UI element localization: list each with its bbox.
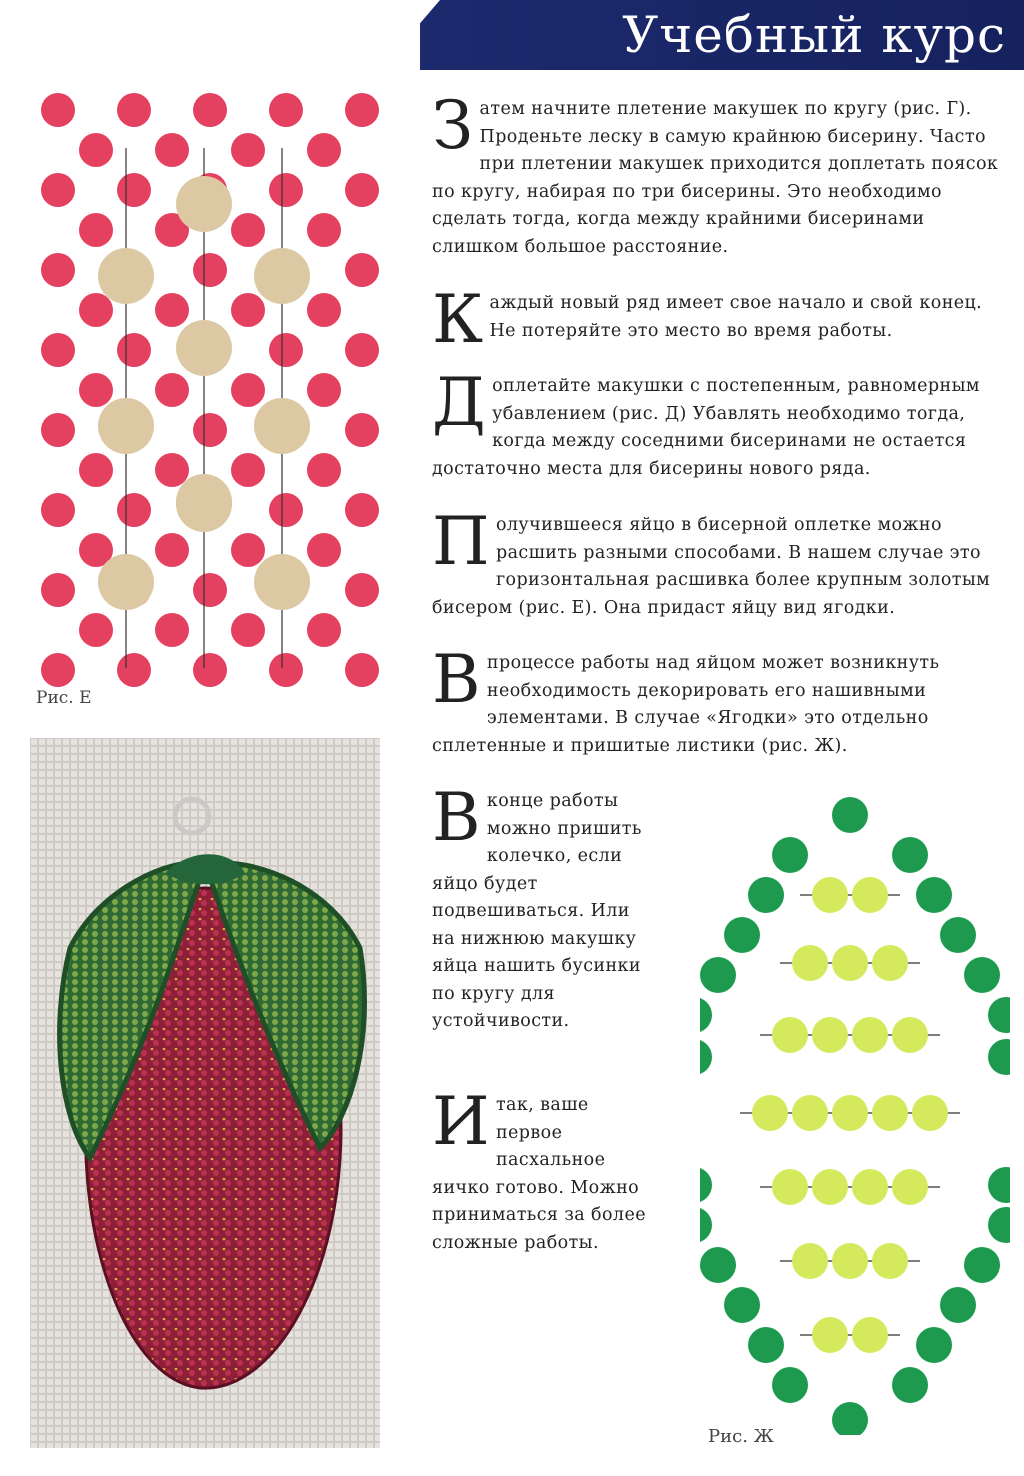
green-bead [964, 1247, 1000, 1283]
green-bead [748, 877, 784, 913]
strawberry-egg-illustration [30, 738, 380, 1448]
paragraph-6 [432, 779, 647, 1036]
drop-cap: Д [432, 364, 487, 441]
lime-bead [812, 1169, 848, 1205]
lime-bead [772, 1017, 808, 1053]
pink-bead [79, 373, 113, 407]
pink-bead [155, 453, 189, 487]
green-bead [700, 1207, 712, 1243]
green-bead [748, 1327, 784, 1363]
paragraph-2 [432, 281, 1002, 358]
pink-bead [193, 93, 227, 127]
pink-bead [345, 493, 379, 527]
pink-bead [307, 533, 341, 567]
pink-bead [193, 413, 227, 447]
pink-bead [117, 493, 151, 527]
pink-bead [41, 173, 75, 207]
drop-cap: П [432, 503, 490, 580]
pink-bead [79, 213, 113, 247]
paragraph-text: процессе работы над яйцом может возникнуть необходимость декорировать его нашивными элементами. В случае «Ягодки» это отдельно сплетенные и пришитые листики (рис. Ж). [432, 653, 940, 756]
pink-bead [41, 253, 75, 287]
pink-bead [231, 373, 265, 407]
drop-cap: В [432, 641, 481, 718]
figure-e-bead-pattern [28, 88, 380, 698]
lime-bead [752, 1095, 788, 1131]
green-bead [700, 997, 712, 1033]
pink-bead [345, 333, 379, 367]
strawberry-egg-photo [30, 738, 380, 1448]
lime-bead [852, 1017, 888, 1053]
paragraph-4 [432, 503, 1002, 622]
lime-bead [892, 1017, 928, 1053]
gold-bead [176, 320, 232, 376]
lime-bead [832, 1243, 868, 1279]
pink-bead [79, 453, 113, 487]
pink-bead [345, 93, 379, 127]
gold-bead [176, 176, 232, 232]
pink-bead [79, 613, 113, 647]
lime-bead [812, 1317, 848, 1353]
lime-bead [792, 1243, 828, 1279]
green-bead [700, 1167, 712, 1203]
green-bead [988, 1207, 1010, 1243]
pink-bead [41, 413, 75, 447]
pink-bead [41, 333, 75, 367]
paragraph-text: атем начните плетение макушек по кругу (рис. Г). Проденьте леску в самую крайнюю бисерину. Часто при плетении макушек приходится доплетать поясок по кругу, набирая по три бисерины. Это необходимо сделать тогда, когда между крайними бисеринами слишком большое расстояние. [432, 99, 999, 257]
pink-bead [41, 573, 75, 607]
pink-bead [345, 413, 379, 447]
paragraph-text: олучившееся яйцо в бисерной оплетке можно расшить разными способами. В нашем случае это горизонтальная расшивка более крупным золотым бисером (рис. Е). Она придаст яйцу вид ягодки. [432, 515, 991, 618]
pink-bead [307, 453, 341, 487]
gold-bead [254, 554, 310, 610]
green-bead [988, 1167, 1010, 1203]
green-bead [988, 1039, 1010, 1075]
gold-bead [98, 398, 154, 454]
green-bead [700, 1247, 736, 1283]
lime-bead [872, 1095, 908, 1131]
pink-bead [79, 293, 113, 327]
pink-bead [307, 293, 341, 327]
bead-diagram-zh [700, 795, 1010, 1435]
pink-bead [193, 653, 227, 687]
green-bead [916, 877, 952, 913]
pink-bead [231, 533, 265, 567]
paragraph-1 [432, 87, 1002, 261]
pink-bead [269, 93, 303, 127]
figure-e-caption: Рис. Е [36, 688, 92, 708]
lime-bead [832, 945, 868, 981]
drop-cap: В [432, 779, 481, 856]
figure-zh-leaf-pattern [700, 795, 1010, 1435]
lime-bead [812, 1017, 848, 1053]
pink-bead [193, 573, 227, 607]
pink-bead [155, 373, 189, 407]
pink-bead [117, 173, 151, 207]
pink-bead [345, 573, 379, 607]
lime-bead [852, 1169, 888, 1205]
lime-bead [912, 1095, 948, 1131]
pink-bead [307, 373, 341, 407]
drop-cap: З [432, 87, 474, 164]
gold-bead [98, 554, 154, 610]
paragraph-text: аждый новый ряд имеет свое начало и свой конец. Не потеряйте это место во время работы. [489, 293, 983, 341]
green-bead [700, 1039, 712, 1075]
green-bead [964, 957, 1000, 993]
pink-bead [41, 493, 75, 527]
pink-bead [231, 293, 265, 327]
lime-bead [792, 945, 828, 981]
lime-bead [872, 945, 908, 981]
green-bead [892, 1367, 928, 1403]
green-bead [988, 997, 1010, 1033]
paragraph-3 [432, 364, 1002, 483]
paragraph-7 [432, 1083, 647, 1257]
pink-bead [345, 253, 379, 287]
pink-bead [41, 93, 75, 127]
green-bead [724, 917, 760, 953]
paragraph-5 [432, 641, 1002, 760]
paragraph-text: так, ваше первое пасхальное яичко готово. Можно приниматься за более сложные работы. [432, 1095, 646, 1253]
pink-bead [117, 653, 151, 687]
pink-bead [231, 133, 265, 167]
pink-bead [307, 133, 341, 167]
gold-bead [98, 248, 154, 304]
pink-bead [231, 613, 265, 647]
pink-bead [155, 293, 189, 327]
lime-bead [852, 1317, 888, 1353]
pink-bead [345, 653, 379, 687]
pink-bead [155, 533, 189, 567]
lime-bead [852, 877, 888, 913]
drop-cap: И [432, 1083, 490, 1160]
green-bead [940, 1287, 976, 1323]
pink-bead [41, 653, 75, 687]
lime-bead [892, 1169, 928, 1205]
gold-bead [176, 476, 232, 532]
pink-bead [269, 493, 303, 527]
bead-diagram-e [28, 88, 380, 698]
pink-bead [117, 93, 151, 127]
green-bead [832, 797, 868, 833]
green-bead [916, 1327, 952, 1363]
green-bead [772, 837, 808, 873]
green-bead [940, 917, 976, 953]
pink-bead [79, 133, 113, 167]
pink-bead [193, 253, 227, 287]
lime-bead [832, 1095, 868, 1131]
lime-bead [872, 1243, 908, 1279]
pink-bead [345, 173, 379, 207]
paragraph-text: конце работы можно пришить колечко, если яйцо будет подвешиваться. Или на нижнюю макушку яйца нашить бусинки по кругу для устойчивости. [432, 791, 642, 1031]
lime-bead [772, 1169, 808, 1205]
green-bead [724, 1287, 760, 1323]
page-header [0, 0, 1024, 70]
lime-bead [812, 877, 848, 913]
green-bead [892, 837, 928, 873]
gold-bead [254, 248, 310, 304]
page-title: Учебный курс [622, 6, 1006, 64]
pink-bead [117, 333, 151, 367]
gold-bead [254, 398, 310, 454]
paragraph-text: оплетайте макушки с постепенным, равномерным убавлением (рис. Д) Убавлять необходимо тогда, когда между соседними бисеринами не остается достаточно места для бисерины нового ряда. [432, 376, 980, 479]
figure-zh-caption: Рис. Ж [708, 1426, 774, 1447]
green-bead [832, 1402, 868, 1435]
pink-bead [155, 613, 189, 647]
pink-bead [269, 653, 303, 687]
pink-bead [269, 333, 303, 367]
pink-bead [231, 213, 265, 247]
green-bead [700, 957, 736, 993]
pink-bead [155, 133, 189, 167]
pink-bead [231, 453, 265, 487]
pink-bead [307, 613, 341, 647]
lime-bead [792, 1095, 828, 1131]
pink-bead [269, 173, 303, 207]
pink-bead [307, 213, 341, 247]
drop-cap: К [432, 281, 484, 358]
green-bead [772, 1367, 808, 1403]
